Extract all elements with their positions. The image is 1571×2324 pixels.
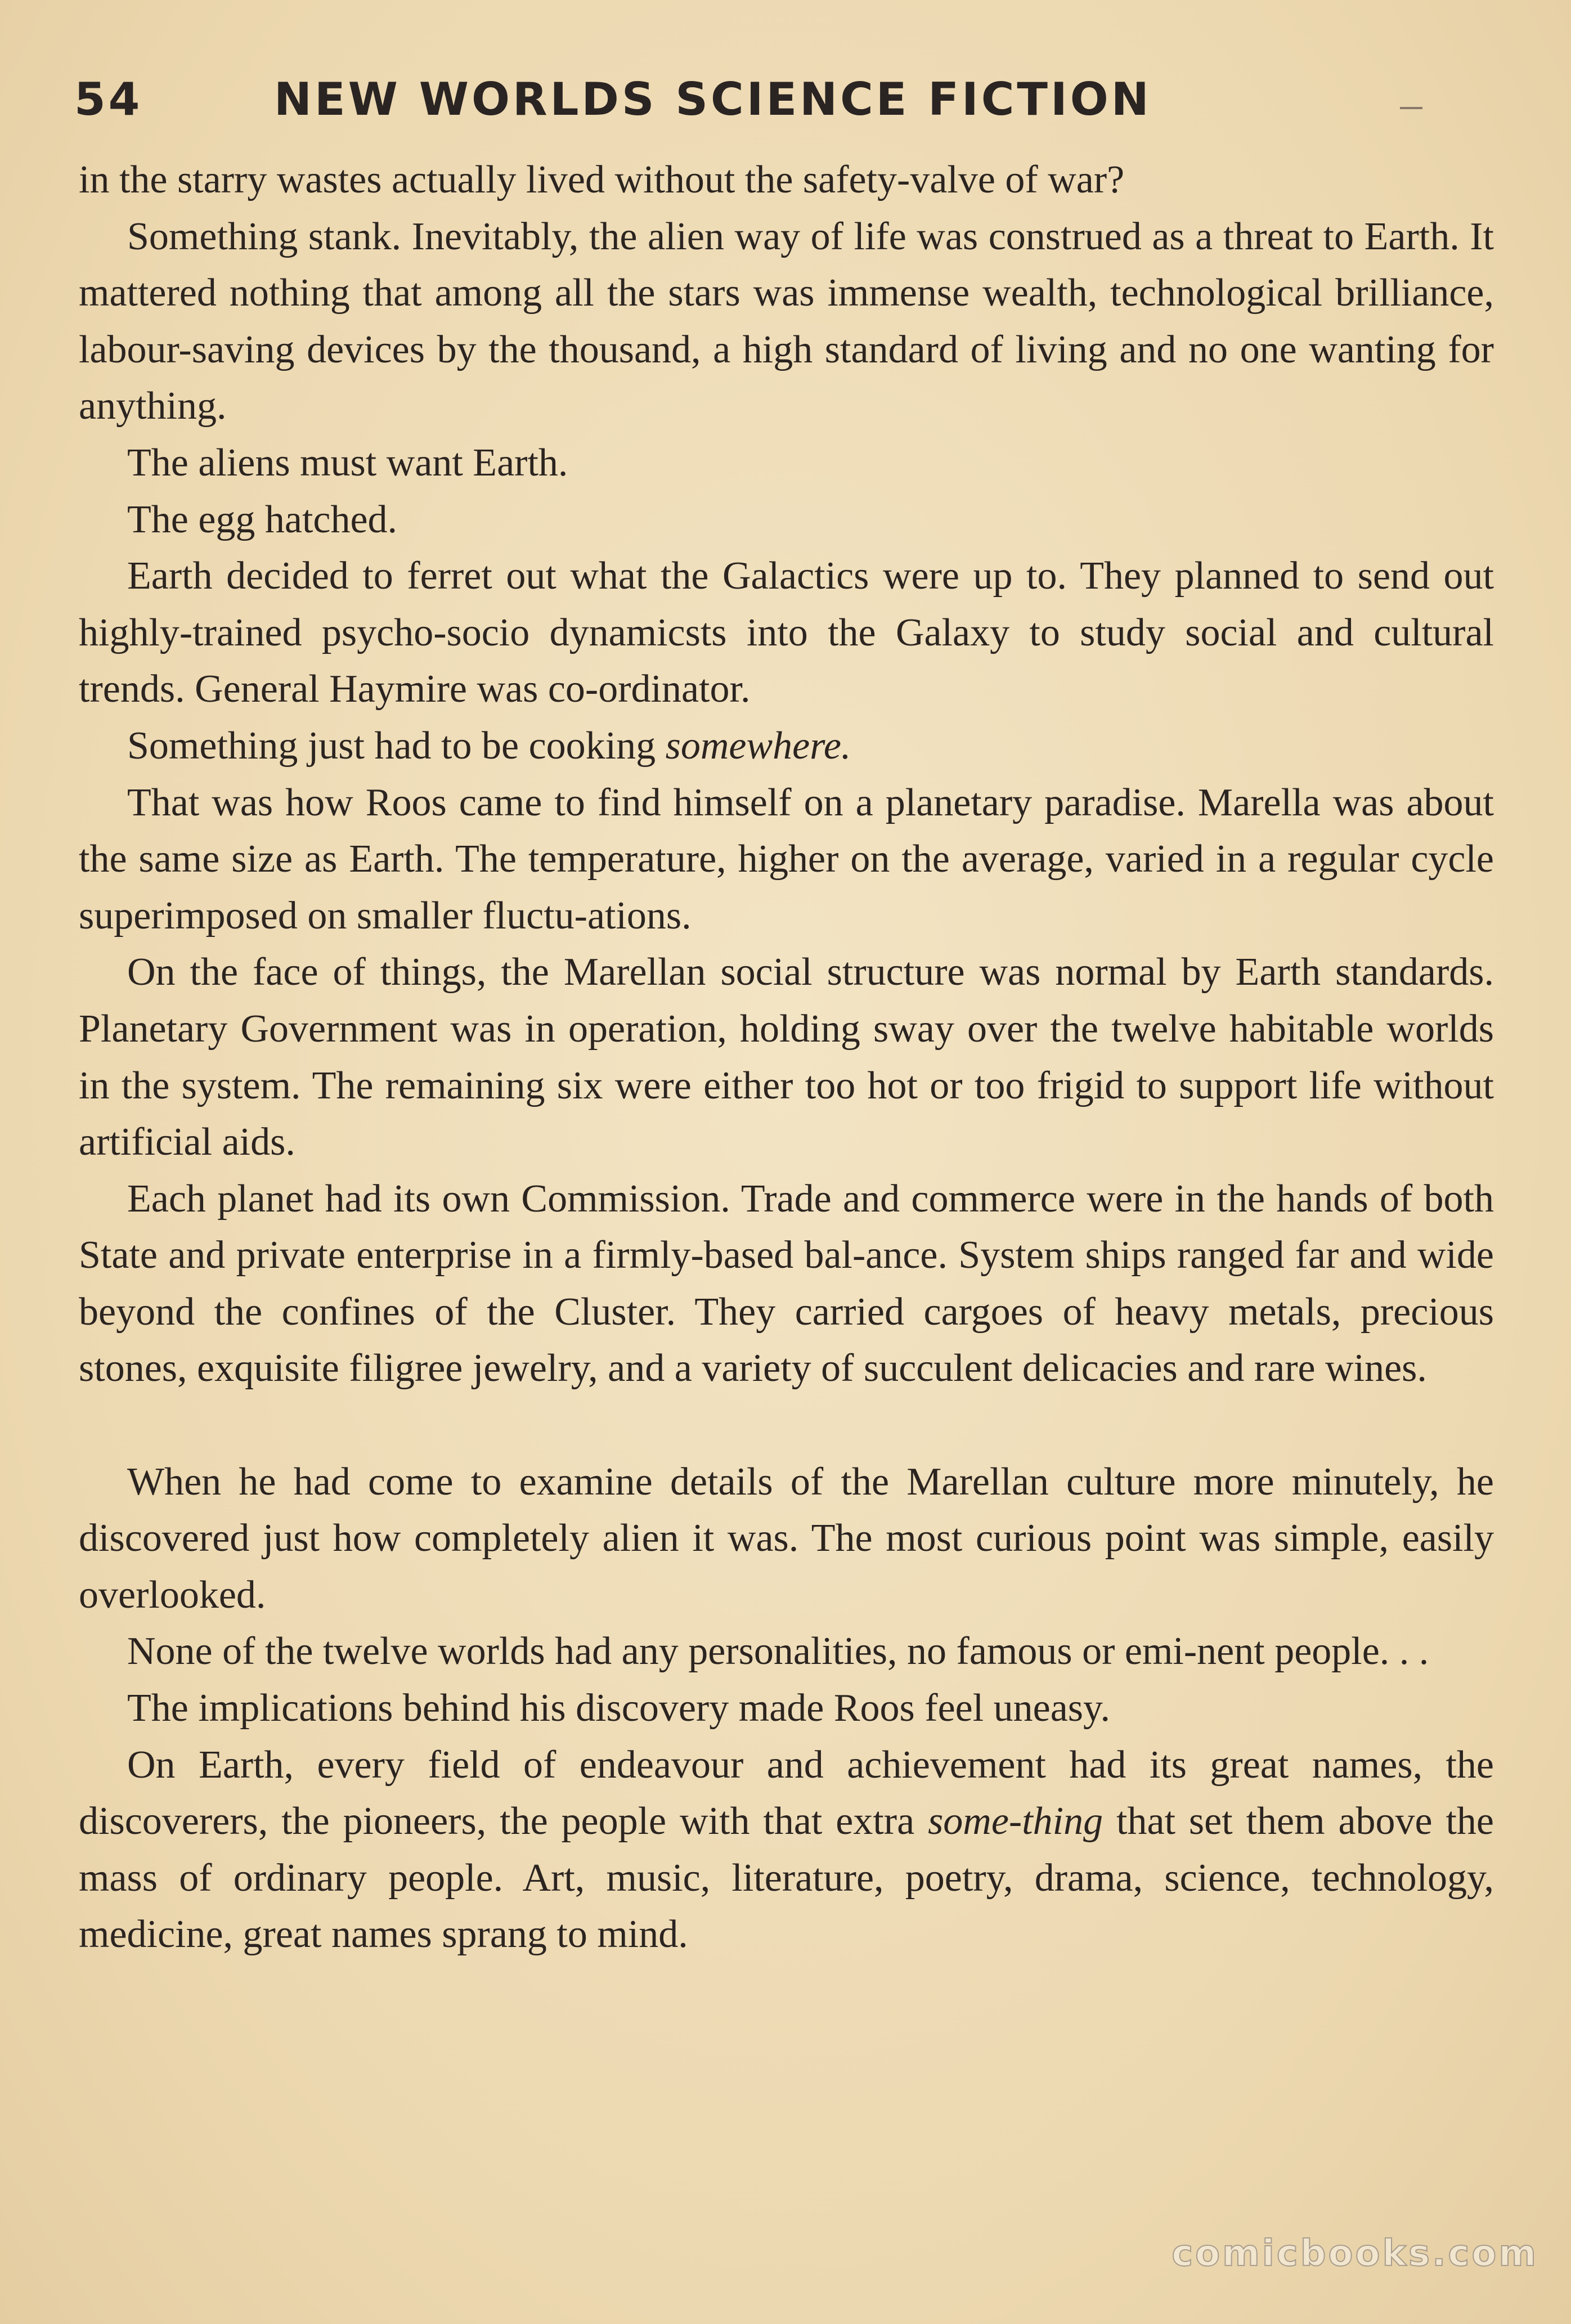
paragraph: The egg hatched. — [127, 497, 398, 541]
paragraph: Earth decided to ferret out what the Galactics were up to. They planned to send out highly-trained psycho-socio dynamicsts into the Galaxy to study social and cultural trends. General Haymire was co-ordinator. — [79, 554, 1494, 711]
emphasis-somewhere: somewhere. — [665, 724, 851, 768]
page-number: 54 — [74, 73, 143, 125]
watermark: comicbooks.com — [1171, 2233, 1538, 2274]
magazine-title: NEW WORLDS SCIENCE FICTION — [274, 73, 1152, 125]
earth-lead: On Earth, every field of endeavour and achievement had its great — [127, 1743, 1289, 1787]
paragraph: Each planet had its own Commission. Trade and commerce were in the hands of both State and private enterprise in a firmly-based bal-ance. System ships ranged far and wide beyond the confines of the Cluster. They carried cargoes of heavy metals, precious stones, exquisite filigree jewelry, and a variety of succulent delicacies and rare wines. — [79, 1177, 1494, 1390]
paragraph: The aliens must want Earth. — [127, 441, 568, 484]
section-break — [79, 1397, 1494, 1454]
running-head — [74, 73, 1515, 125]
earth-names: names, the discoverers, the pioneers, the people with that extra — [79, 1743, 1494, 1843]
header-dash — [1400, 107, 1422, 109]
paragraph — [79, 1737, 1494, 1963]
emphasis-something: some-thing — [928, 1800, 1103, 1843]
paragraph: in the starry wastes actually lived without the safety-valve of war? — [79, 158, 1125, 201]
story-text — [79, 152, 1494, 1963]
paragraph: That was how Roos came to find himself on a planetary paradise. Marella was about the same size as Earth. The temperature, higher on the average, varied in a regular cycle superimposed on smaller fluctu-ations. — [79, 780, 1494, 937]
paragraph: The implications behind his discovery made Roos feel uneasy. — [127, 1686, 1110, 1730]
paragraph: None of the twelve worlds had any personalities, no famous or emi-nent people. . . — [127, 1630, 1429, 1674]
paragraph: When he had come to examine details of the Marellan culture more minutely, he discovered just how completely alien it was. The most curious point was simple, easily overlooked. — [79, 1460, 1494, 1617]
paragraph: On the face of things, the Marellan social structure was normal by Earth standards. Planetary Government was in operation, holding sway over the twelve habitable worlds in the system. The remaining six were either too hot or too frigid to support life without artificial aids. — [79, 950, 1494, 1164]
paragraph: Something stank. Inevitably, the alien way of life was construed as a threat to Earth. It mattered nothing that among all the stars was immense wealth, technological brilliance, labour-saving devices by the thousand, a high standard of living and no one wanting for anything. — [79, 214, 1494, 428]
earth-tail: that set them above the mass of ordinary people. Art, music, literature, poetry, drama, science, technology, medicine, great names sprang to mind. — [79, 1800, 1494, 1957]
cooking-text: Something just had to be cooking — [127, 724, 656, 768]
paragraph — [79, 718, 1494, 775]
